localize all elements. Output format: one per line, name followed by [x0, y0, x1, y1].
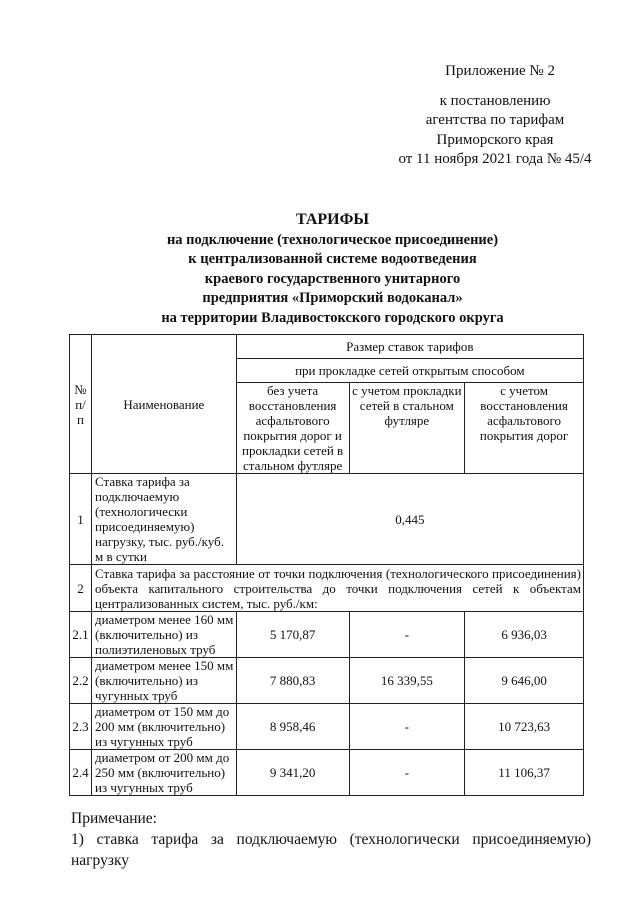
appendix-line: от 11 ноября 2021 года № 45/4: [398, 151, 592, 167]
header-num: [70, 335, 92, 474]
table-row: [70, 750, 584, 796]
appendix-line: Приморского края: [436, 131, 554, 148]
row-name: диаметром от 200 мм до 250 мм (включительно) из чугунных труб: [91, 750, 236, 796]
appendix-block: [380, 62, 610, 170]
row-name: диаметром от 150 мм до 200 мм (включительно) из чугунных труб: [91, 704, 236, 750]
header-num-text: № п/п: [74, 381, 87, 427]
note-item: 1) ставка тарифа за подключаемую (технологически присоединяемую) нагрузку: [71, 831, 591, 869]
row-name: диаметром менее 160 мм (включительно) из полиэтиленовых труб: [91, 612, 236, 658]
header-col-steel-case: с учетом прокладки сетей в стальном футляре: [349, 383, 465, 474]
row-num: 2.1: [70, 612, 92, 658]
tariff-table: [69, 334, 584, 796]
row-value-3: 9 646,00: [465, 658, 584, 704]
row-num: 2.2: [70, 658, 92, 704]
row-num: 2.3: [70, 704, 92, 750]
row-value-2: -: [349, 750, 465, 796]
note-block: [71, 808, 591, 871]
row-value-1: 8 958,46: [236, 704, 349, 750]
row-value-3: 6 936,03: [465, 612, 584, 658]
note-title: Примечание:: [71, 810, 157, 827]
table-row: [70, 565, 584, 612]
row-value-2: -: [349, 612, 465, 658]
header-row: [70, 335, 584, 359]
row-value-1: 7 880,83: [236, 658, 349, 704]
header-name: Наименование: [91, 335, 236, 474]
row-value-3: 11 106,37: [465, 750, 584, 796]
row-value-1: 5 170,87: [236, 612, 349, 658]
appendix-line: к постановлению: [439, 92, 551, 109]
row-num: 1: [70, 474, 92, 565]
title-line: краевого государственного унитарного: [204, 270, 461, 287]
row-value-2: -: [349, 704, 465, 750]
document-title: [70, 210, 595, 328]
title-line: к централизованной системе водоотведения: [188, 251, 477, 267]
row-num: 2.4: [70, 750, 92, 796]
title-line: на подключение (технологическое присоединение): [166, 231, 499, 248]
appendix-number: Приложение № 2: [445, 63, 555, 79]
header-open-method: при прокладке сетей открытым способом: [236, 359, 583, 383]
title-main: ТАРИФЫ: [295, 211, 370, 228]
row-section-text: Ставка тарифа за расстояние от точки подключения (технологического присоединения) объекта капитального строительства до точки подключения сетей к объектам централизованных систем, тыс. руб./км:: [91, 565, 583, 612]
title-line: на территории Владивостокского городского округа: [161, 309, 504, 326]
row-num: 2: [70, 565, 92, 612]
row-value-2: 16 339,55: [349, 658, 465, 704]
row-value-3: 10 723,63: [465, 704, 584, 750]
row-value-1: 9 341,20: [236, 750, 349, 796]
table-row: [70, 612, 584, 658]
table-row: [70, 704, 584, 750]
table-row: [70, 658, 584, 704]
row-value: 0,445: [236, 474, 583, 565]
header-size: Размер ставок тарифов: [236, 335, 583, 359]
table-row: [70, 474, 584, 565]
row-name: Ставка тарифа за подключаемую (технологически присоединяемую) нагрузку, тыс. руб./куб. м в сутки: [91, 474, 236, 565]
appendix-line: агентства по тарифам: [425, 112, 565, 128]
header-col-no-restoration: без учета восстановления асфальтового покрытия дорог и прокладки сетей в стальном футляре: [236, 383, 349, 474]
title-line: предприятия «Приморский водоканал»: [202, 290, 463, 306]
row-name: диаметром менее 150 мм (включительно) из чугунных труб: [91, 658, 236, 704]
header-col-restoration: с учетом восстановления асфальтового покрытия дорог: [465, 383, 584, 474]
